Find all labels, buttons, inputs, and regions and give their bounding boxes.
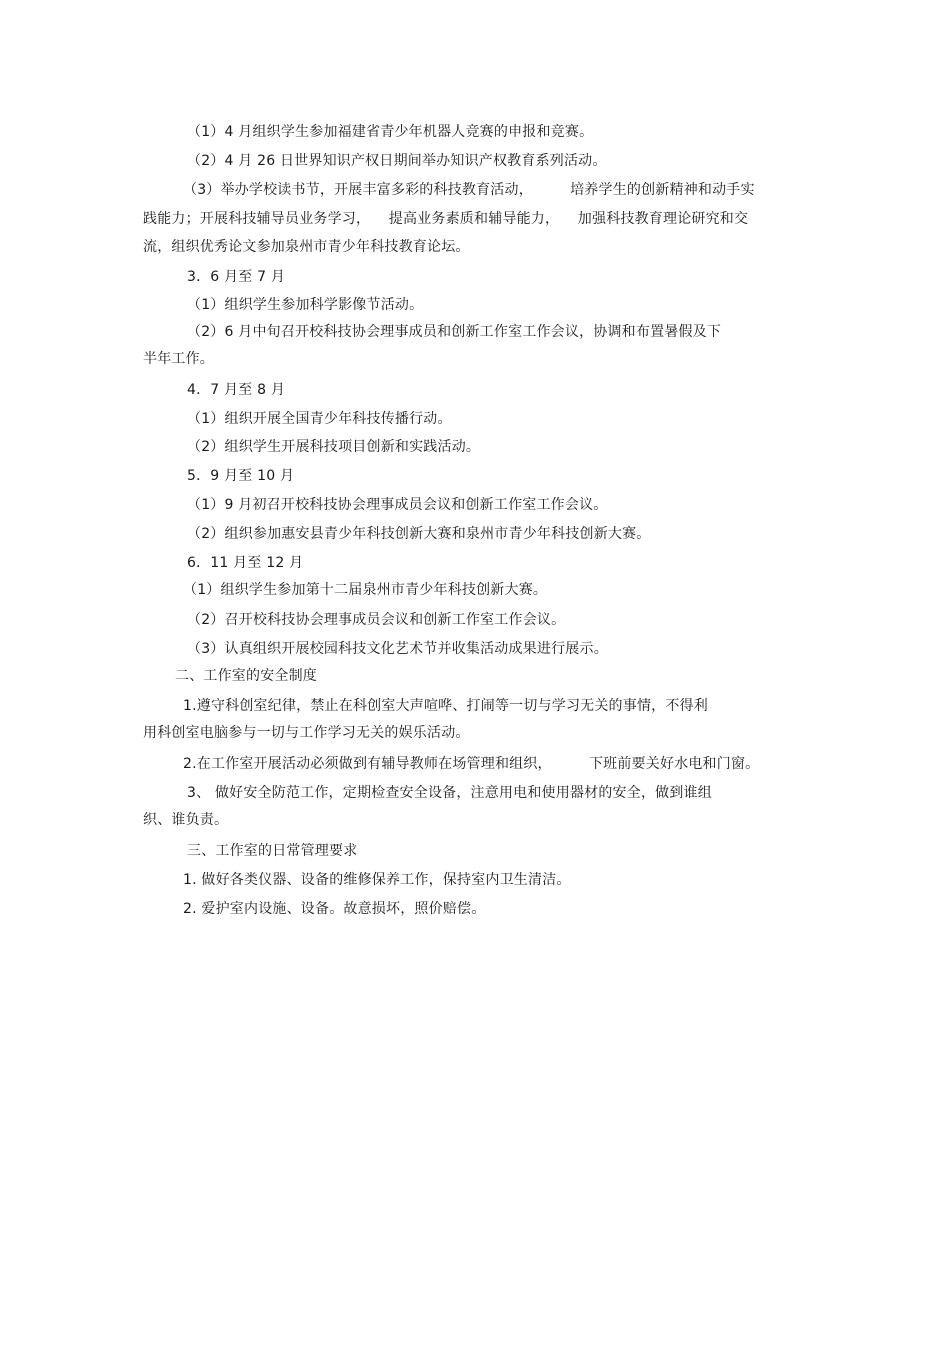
text-line: （3）举办学校读书节，开展丰富多彩的科技教育活动， 培养学生的创新精神和动手实 bbox=[183, 182, 755, 198]
text-line: 1.遵守科创室纪律，禁止在科创室大声喧哗、打闹等一切与学习无关的事情，不得利 bbox=[183, 698, 708, 714]
text-line: （1）4 月组织学生参加福建省青少年机器人竞赛的申报和竞赛。 bbox=[187, 124, 594, 140]
text-line: 织、谁负责。 bbox=[143, 812, 229, 828]
section-heading: 4．7 月至 8 月 bbox=[187, 382, 286, 398]
section-heading: 6．11 月至 12 月 bbox=[187, 555, 304, 571]
text-line: 2.在工作室开展活动必须做到有辅导教师在场管理和组织， 下班前要关好水电和门窗。 bbox=[183, 756, 760, 772]
text-line: 3、 做好安全防范工作，定期检查安全设备，注意用电和使用器材的安全，做到谁组 bbox=[187, 785, 712, 801]
text-line: 1. 做好各类仪器、设备的维修保养工作，保持室内卫生清洁。 bbox=[183, 872, 571, 888]
text-line: （2）组织参加惠安县青少年科技创新大赛和泉州市青少年科技创新大赛。 bbox=[187, 526, 651, 542]
text-line: （1）组织开展全国青少年科技传播行动。 bbox=[187, 411, 452, 427]
text-line: （2）组织学生开展科技项目创新和实践活动。 bbox=[187, 439, 481, 455]
text-line: （3）认真组织开展校园科技文化艺术节并收集活动成果进行展示。 bbox=[187, 641, 608, 657]
text-line: （2）召开校科技协会理事成员会议和创新工作室工作会议。 bbox=[187, 612, 566, 628]
section-title: 二、工作室的安全制度 bbox=[175, 668, 317, 684]
text-line: 2. 爱护室内设施、设备。故意损坏，照价赔偿。 bbox=[183, 901, 486, 917]
text-line: （2）6 月中旬召开校科技协会理事成员和创新工作室工作会议，协调和布置暑假及下 bbox=[187, 324, 722, 340]
text-line: （1）9 月初召开校科技协会理事成员会议和创新工作室工作会议。 bbox=[187, 497, 608, 513]
text-line: （1）组织学生参加第十二届泉州市青少年科技创新大赛。 bbox=[183, 582, 548, 598]
text-line: （2）4 月 26 日世界知识产权日期间举办知识产权教育系列活动。 bbox=[187, 153, 607, 169]
section-heading: 3．6 月至 7 月 bbox=[187, 269, 286, 285]
text-line: 践能力；开展科技辅导员业务学习， 提高业务素质和辅导能力， 加强科技教育理论研究和交 bbox=[143, 211, 749, 227]
section-title: 三、工作室的日常管理要求 bbox=[187, 843, 358, 859]
text-line: （1）组织学生参加科学影像节活动。 bbox=[187, 297, 424, 313]
section-heading: 5．9 月至 10 月 bbox=[187, 468, 295, 484]
text-line: 半年工作。 bbox=[143, 351, 214, 367]
text-line: 流，组织优秀论文参加泉州市青少年科技教育论坛。 bbox=[143, 239, 470, 255]
text-line: 用科创室电脑参与一切与工作学习无关的娱乐活动。 bbox=[143, 725, 470, 741]
